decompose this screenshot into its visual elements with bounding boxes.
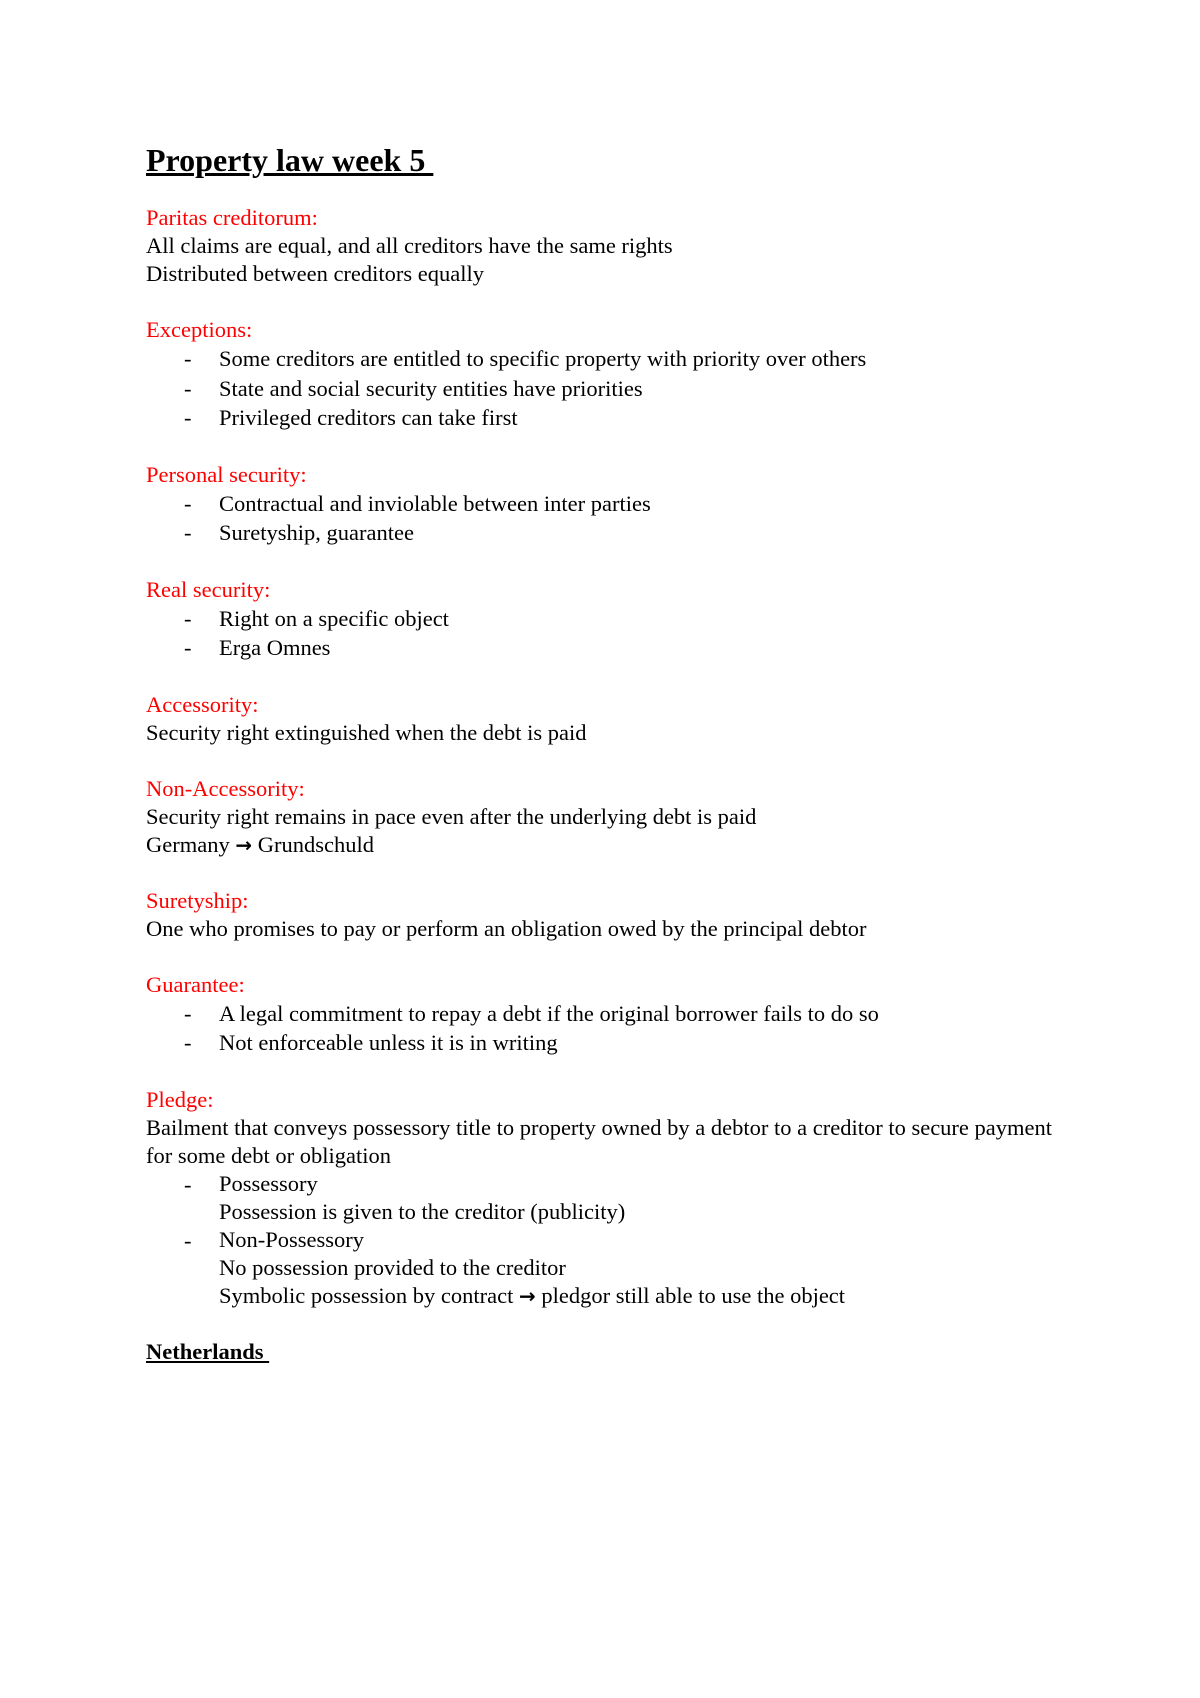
dash-bullet: - [184, 346, 192, 371]
arrow-line-left: Symbolic possession by contract [219, 1282, 519, 1308]
list-item [146, 374, 1066, 404]
section-accessority [146, 691, 1066, 747]
list-item [146, 1226, 1066, 1310]
bullet-list [146, 1170, 1066, 1310]
section-heading: Suretyship: [146, 887, 249, 913]
bullet-list [146, 344, 1066, 433]
text-line: All claims are equal, and all creditors have the same rights [146, 233, 673, 258]
list-item-label: Non-Possessory [219, 1226, 365, 1252]
netherlands-subheading: Netherlands [146, 1338, 270, 1364]
dash-bullet: - [184, 605, 192, 631]
section-heading: Non-Accessority: [146, 775, 305, 801]
arrow-line-left: Germany [146, 831, 236, 857]
text-line: One who promises to pay or perform an obligation owed by the principal debtor [146, 915, 867, 941]
text-paragraph: Bailment that conveys possessory title to property owned by a debtor to a creditor to secure payment for some debt or obligation [146, 1114, 1058, 1168]
list-item [146, 403, 1066, 433]
right-arrow-icon: → [235, 832, 253, 857]
bullet-list [146, 604, 1066, 663]
list-item [146, 344, 1066, 374]
list-item-label: Possessory [219, 1170, 318, 1196]
dash-bullet: - [184, 520, 192, 545]
list-item [146, 604, 1066, 634]
section-personal-security [146, 461, 1066, 548]
document-page [146, 140, 1066, 1366]
section-heading: Paritas creditorum: [146, 205, 318, 230]
list-item-text: Not enforceable unless it is in writing [219, 1030, 558, 1055]
list-item-text: Contractual and inviolable between inter parties [219, 490, 651, 516]
dash-bullet: - [184, 1000, 192, 1026]
list-item-detail: No possession provided to the creditor [219, 1254, 566, 1280]
dash-bullet: - [184, 490, 192, 516]
dash-bullet: - [184, 1227, 192, 1253]
section-exceptions [146, 316, 1066, 433]
dash-bullet: - [184, 1030, 192, 1055]
list-item-text: Privileged creditors can take first [219, 405, 518, 430]
section-guarantee [146, 971, 1066, 1058]
section-heading: Personal security: [146, 461, 307, 487]
section-suretyship [146, 887, 1066, 943]
list-item-text: A legal commitment to repay a debt if the original borrower fails to do so [219, 1000, 879, 1026]
text-line: Security right extinguished when the debt is paid [146, 719, 587, 745]
dash-bullet: - [184, 405, 192, 430]
list-item-text: State and social security entities have priorities [219, 375, 643, 401]
section-heading: Exceptions: [146, 317, 253, 342]
list-item-text: Right on a specific object [219, 605, 449, 631]
arrow-line-right: Grundschuld [252, 831, 374, 857]
bullet-list [146, 489, 1066, 548]
bullet-list [146, 999, 1066, 1058]
text-line: Security right remains in pace even after the underlying debt is paid [146, 803, 757, 829]
section-heading: Pledge: [146, 1086, 214, 1112]
section-non-accessority [146, 775, 1066, 859]
list-item-text: Some creditors are entitled to specific property with priority over others [219, 346, 867, 371]
list-item [146, 1028, 1066, 1058]
list-item [146, 518, 1066, 548]
list-item-arrow-detail [219, 1282, 1066, 1310]
list-item-text: Erga Omnes [219, 635, 331, 660]
list-item [146, 1170, 1066, 1226]
arrow-line-right: pledgor still able to use the object [535, 1282, 846, 1308]
right-arrow-icon: → [518, 1283, 536, 1308]
arrow-line [146, 831, 1066, 859]
list-item [146, 999, 1066, 1029]
dash-bullet: - [184, 635, 192, 660]
dash-bullet: - [184, 375, 192, 401]
document-title: Property law week 5 [146, 142, 434, 178]
list-item-detail: Possession is given to the creditor (publicity) [219, 1198, 626, 1224]
list-item-text: Suretyship, guarantee [219, 520, 414, 545]
text-line: Distributed between creditors equally [146, 261, 485, 286]
section-real-security [146, 576, 1066, 663]
list-item [146, 489, 1066, 519]
section-heading: Accessority: [146, 691, 259, 717]
dash-bullet: - [184, 1171, 192, 1197]
section-paritas-creditorum [146, 204, 1066, 288]
section-heading: Real security: [146, 576, 271, 602]
section-pledge [146, 1086, 1066, 1310]
list-item [146, 633, 1066, 663]
section-heading: Guarantee: [146, 971, 245, 997]
